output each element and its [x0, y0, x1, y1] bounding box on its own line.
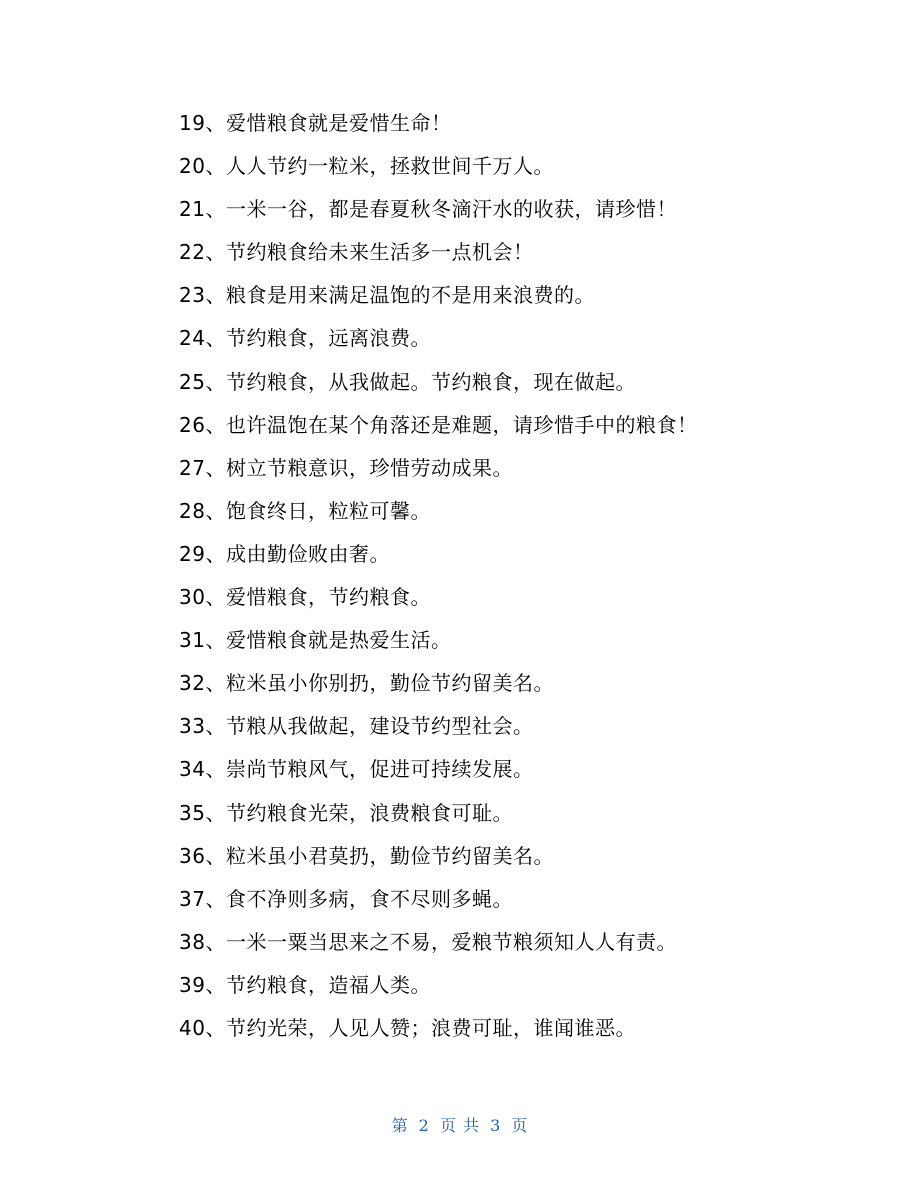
list-item: 35、节约粮食光荣，浪费粮食可耻。 [179, 800, 513, 825]
list-item: 32、粒米虽小你别扔，勤俭节约留美名。 [179, 671, 554, 696]
current-page-number: 2 [418, 1116, 430, 1135]
page-suffix: 页 [511, 1116, 529, 1135]
list-item: 19、爱惜粮食就是爱惜生命！ [179, 111, 452, 135]
page-number-footer [0, 1113, 920, 1136]
list-item: 36、粒米虽小君莫扔，勤俭节约留美名。 [179, 843, 554, 868]
list-item: 27、树立节粮意识，珍惜劳动成果。 [179, 455, 513, 480]
list-item: 39、节约粮食，造福人类。 [179, 972, 431, 997]
list-item: 37、食不净则多病，食不尽则多蝇。 [179, 886, 513, 911]
list-item: 22、节约粮食给未来生活多一点机会！ [179, 240, 534, 265]
list-item: 23、粮食是用来满足温饱的不是用来浪费的。 [179, 283, 595, 308]
list-item: 25、节约粮食，从我做起。节约粮食，现在做起。 [179, 369, 636, 394]
list-item: 34、崇尚节粮风气，促进可持续发展。 [179, 757, 534, 782]
list-item: 21、一米一谷，都是春夏秋冬滴汗水的收获，请珍惜！ [179, 197, 677, 222]
page-prefix: 第 [391, 1116, 409, 1135]
list-item: 33、节粮从我做起，建设节约型社会。 [179, 714, 534, 739]
list-item: 29、成由勤俭败由奢。 [179, 541, 390, 566]
slogan-list [179, 108, 879, 1056]
list-item: 31、爱惜粮食就是热爱生活。 [179, 628, 452, 653]
list-item: 30、爱惜粮食，节约粮食。 [179, 585, 431, 610]
list-item: 24、节约粮食，远离浪费。 [179, 326, 431, 351]
list-item: 38、一米一粟当思来之不易，爱粮节粮须知人人有责。 [179, 929, 677, 954]
list-item: 26、也许温饱在某个角落还是难题，请珍惜手中的粮食！ [179, 412, 698, 437]
list-item: 40、节约光荣，人见人赞；浪费可耻，谁闻谁恶。 [179, 1015, 636, 1040]
total-pages-number: 3 [490, 1116, 502, 1135]
list-item: 20、人人节约一粒米，拯救世间千万人。 [179, 154, 554, 179]
list-item: 28、饱食终日，粒粒可馨。 [179, 498, 431, 523]
page-mid-text: 页 共 [439, 1116, 481, 1135]
